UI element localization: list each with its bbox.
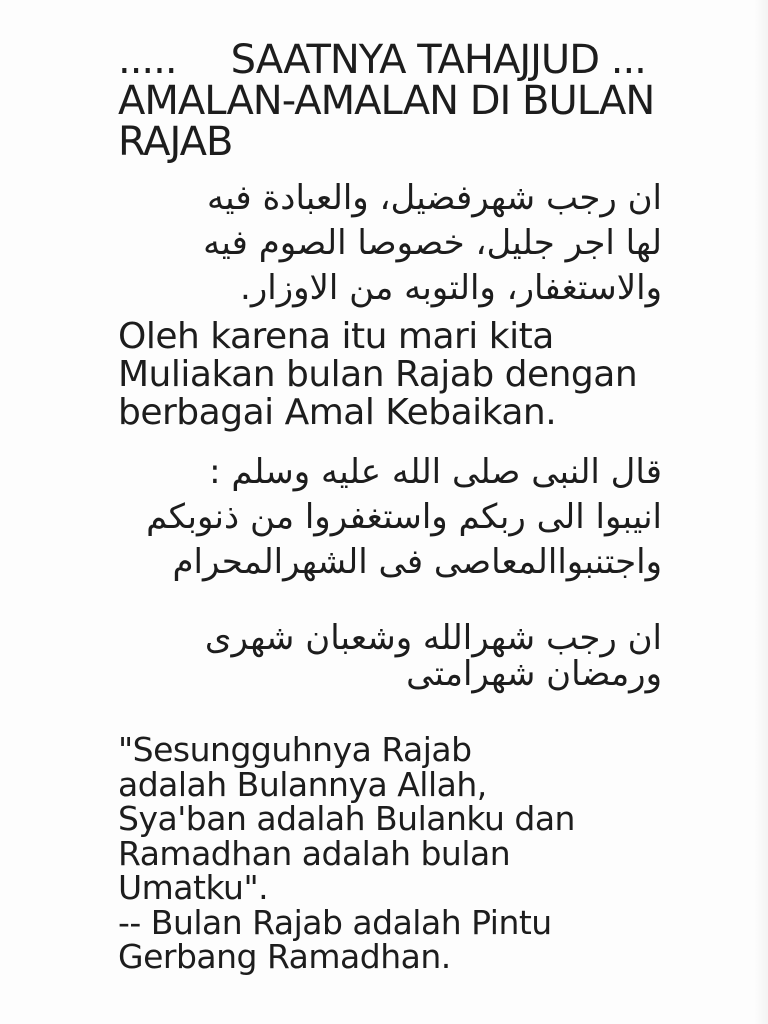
- title-leading-dots: .....: [118, 37, 177, 83]
- arabic-line: انيبوا الى ربكم واستغفروا من ذنوبكم: [146, 497, 662, 537]
- arabic-quote-1: [118, 176, 662, 311]
- text-line: adalah Bulannya Allah,: [118, 764, 487, 804]
- title-line-1-text: SAATNYA TAHAJJUD ...: [230, 37, 646, 83]
- text-line: Gerbang Ramadhan.: [118, 937, 451, 976]
- arabic-line: ان رجب شهرالله وشعبان شهرى: [204, 618, 662, 658]
- arabic-line: والاستغفار، والتوبه من الاوزار.: [240, 268, 662, 308]
- arabic-line: لها اجر جليل، خصوصا الصوم فيه: [203, 223, 662, 263]
- hadith-translation-quote: [118, 730, 662, 976]
- paragraph-invitation: [118, 318, 662, 432]
- text-line: Ramadhan adalah bulan: [118, 833, 511, 873]
- text-line: Oleh karena itu mari kita: [118, 316, 554, 357]
- arabic-line: واجتنبواالمعاصى فى الشهرالمحرام: [172, 542, 662, 582]
- title-line-2: AMALAN-AMALAN DI BULAN: [118, 78, 655, 124]
- title-line-3: RAJAB: [118, 119, 233, 165]
- text-line: -- Bulan Rajab adalah Pintu: [118, 902, 552, 942]
- arabic-line: قال النبى صلى الله عليه وسلم :: [209, 452, 662, 492]
- page-title: [118, 37, 662, 165]
- arabic-line: ورمضان شهرامتى: [406, 654, 662, 694]
- text-line: "Sesungguhnya Rajab: [118, 730, 472, 769]
- text-line: Muliakan bulan Rajab dengan: [118, 354, 638, 395]
- text-line: Sya'ban adalah Bulanku dan: [118, 799, 575, 838]
- arabic-quote-3-hadith: [118, 620, 662, 692]
- text-line: berbagai Amal Kebaikan.: [118, 392, 557, 433]
- text-line: Umatku".: [118, 868, 269, 907]
- arabic-quote-2-hadith: [118, 450, 662, 585]
- arabic-line: ان رجب شهرفضيل، والعبادة فيه: [206, 178, 662, 218]
- title-line-1: [118, 37, 662, 83]
